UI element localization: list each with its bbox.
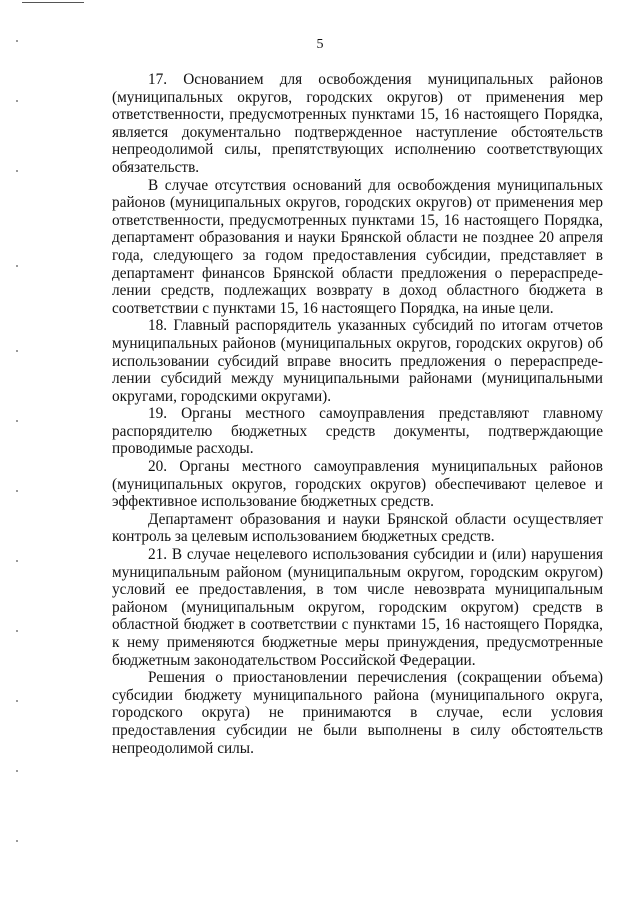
page-number: 5: [316, 37, 324, 52]
paragraph-17: 17. Основанием для освобождения муниципальных районов (муниципальных округов, городских округов) от применения мер ответственности, предусмотренных пунктами 15, 16 настоящего Порядка, является документально подтвержденное наступление обстоятельств непреодолимой силы, препятствующих исполнению соответствующих обязательств.: [112, 71, 603, 176]
paragraph-20: 20. Органы местного самоуправления муниципальных районов (муниципальных округов, городских округов) обеспечивают целевое и эффективное использование бюджетных средств.: [112, 458, 603, 511]
paragraph-20-control: Департамент образования и науки Брянской области осуществляет контроль за целевым использованием бюджетных средств.: [112, 510, 603, 546]
paragraph-19: 19. Органы местного самоуправления представляют главному распорядителю бюджетных средств документы, подтверждающие проводимые расходы.: [112, 405, 603, 458]
paragraph-18: 18. Главный распорядитель указанных субсидий по итогам отчетов муниципальных районов (муниципальных округов, городских округов) об использовании субсидий вправе вносить предложения о перераспределении субсидий между муниципальными районами (муниципальными округами, городскими округами).: [112, 317, 603, 405]
scan-margin-marks: [16, 20, 20, 880]
paragraph-17-no-grounds: В случае отсутствия оснований для освобождения муниципальных районов (муниципальных округов, городских округов) от применения мер ответственности, предусмотренных пунктами 15, 16 настоящего Порядка, департамент образования и науки Брянской области не позднее 20 апреля года, следующего за годом предоставления субсидии, представляет в департамент финансов Брянской области предложения о перераспределении средств, подлежащих возврату в доход областного бюджета в соответствии с пунктами 15, 16 настоящего Порядка, на иные цели.: [112, 176, 603, 317]
paragraph-21: 21. В случае нецелевого использования субсидии и (или) нарушения муниципальным районом (муниципальным округом, городским округом) условий ее предоставления, в том числе невозврата муниципальным районом (муниципальным округом, городским округом) средств в областной бюджет в соответствии с пунктами 15, 16 настоящего Порядка, к нему применяются бюджетные меры принуждения, предусмотренные бюджетным законодательством Российской Федерации.: [112, 546, 603, 669]
top-edge-rule: [22, 2, 84, 3]
paragraph-21-suspension: Решения о приостановлении перечисления (сокращении объема) субсидии бюджету муниципального района (муниципального округа, городского округа) не принимаются в случае, если условия предоставления субсидии не были выполнены в силу обстоятельств непреодолимой силы.: [112, 669, 603, 757]
document-body: [112, 71, 603, 757]
